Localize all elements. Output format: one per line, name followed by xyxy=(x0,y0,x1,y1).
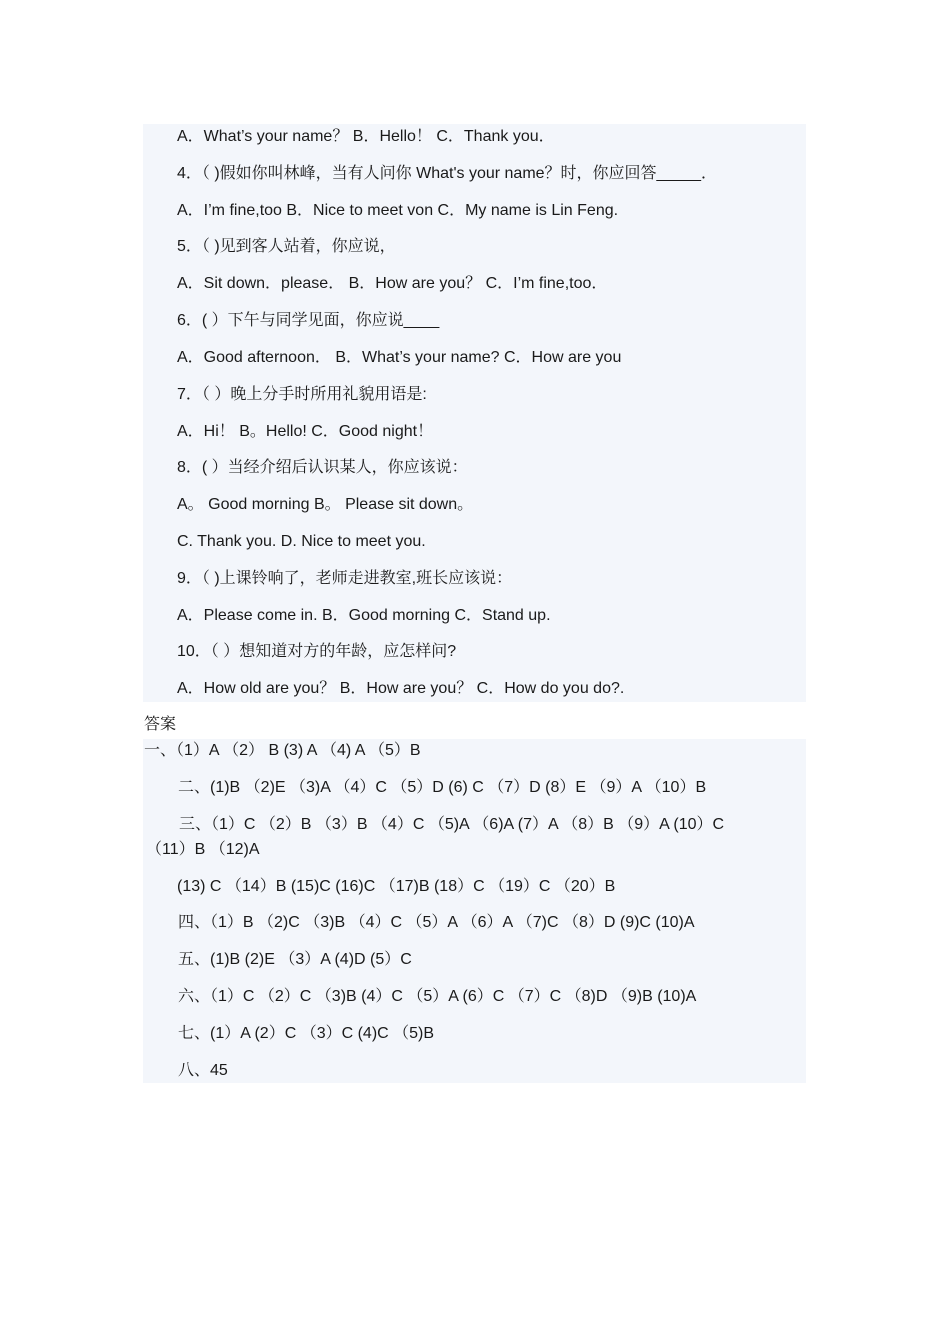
answer-section-5: 五、(1)B (2)E （3）A (4)D (5）C xyxy=(178,951,412,968)
question-6-text: 6．( ）下午与同学见面，你应说____ xyxy=(177,312,440,329)
answer-section-4: 四、（1）B （2)C （3)B （4）C （5）A （6）A （7)C （8）D (9)C (10)A xyxy=(178,914,695,931)
question-10-options: A．How old are you？ B．How are you？ C．How do you do?. xyxy=(177,680,625,697)
answer-section-8: 八、45 xyxy=(178,1062,228,1079)
answers-section xyxy=(143,739,806,1083)
question-8-text: 8．( ）当经介绍后认识某人，你应该说： xyxy=(177,459,468,476)
question-6-options: A．Good afternoon． B．What’s your name? C．How are you xyxy=(177,349,622,366)
answer-section-2: 二、(1)B （2)E （3)A （4）C （5）D (6) C （7）D (8）E （9）A （10）B xyxy=(178,779,707,796)
question-4-text: 4．（ )假如你叫林峰，当有人问你 What's your name？时，你应回答_____． xyxy=(177,165,718,182)
question-5-text: 5．（ )见到客人站着，你应说， xyxy=(177,238,396,255)
question-5-options: A．Sit down．please． B．How are you？ C．I’m fine,too． xyxy=(177,275,608,292)
question-7-options: A．Hi！ B。Hello! C．Good night！ xyxy=(177,423,434,440)
questions-section xyxy=(143,124,806,702)
answer-section-3-continued-2: (13) C （14）B (15)C (16)C （17)B (18）C （19）C （20）B xyxy=(177,878,616,895)
answer-section-6: 六、（1）C （2）C （3)B (4）C （5）A (6）C （7）C （8)D （9)B (10)A xyxy=(178,988,697,1005)
answer-section-1: 一、（1）A （2） B (3) A （4) A （5）B xyxy=(144,742,421,759)
answers-heading: 答案 xyxy=(144,716,177,733)
question-7-text: 7．（ ）晚上分手时所用礼貌用语是: xyxy=(177,386,427,403)
question-8-options-ab: A。 Good morning B。 Please sit down。 xyxy=(177,496,474,513)
answer-section-3-continued: （11）B （12)A xyxy=(146,841,260,858)
question-10-text: 10．（ ）想知道对方的年龄，应怎样问? xyxy=(177,643,457,660)
answer-section-7: 七、(1）A (2）C （3）C (4)C （5)B xyxy=(178,1025,435,1042)
question-4-options: A．I’m fine,too B．Nice to meet von C．My name is Lin Feng. xyxy=(177,202,619,219)
question-9-options: A．Please come in. B．Good morning C．Stand up. xyxy=(177,607,551,624)
question-3-options: A．What’s your name？ B．Hello！ C．Thank you． xyxy=(177,128,555,145)
question-9-text: 9．（ )上课铃响了，老师走进教室,班长应该说： xyxy=(177,570,513,587)
question-8-options-cd: C. Thank you. D. Nice to meet you. xyxy=(177,533,426,550)
answer-section-3: 三、（1）C （2）B （3）B （4）C （5)A （6)A (7）A （8）B （9）A (10）C xyxy=(179,816,725,833)
